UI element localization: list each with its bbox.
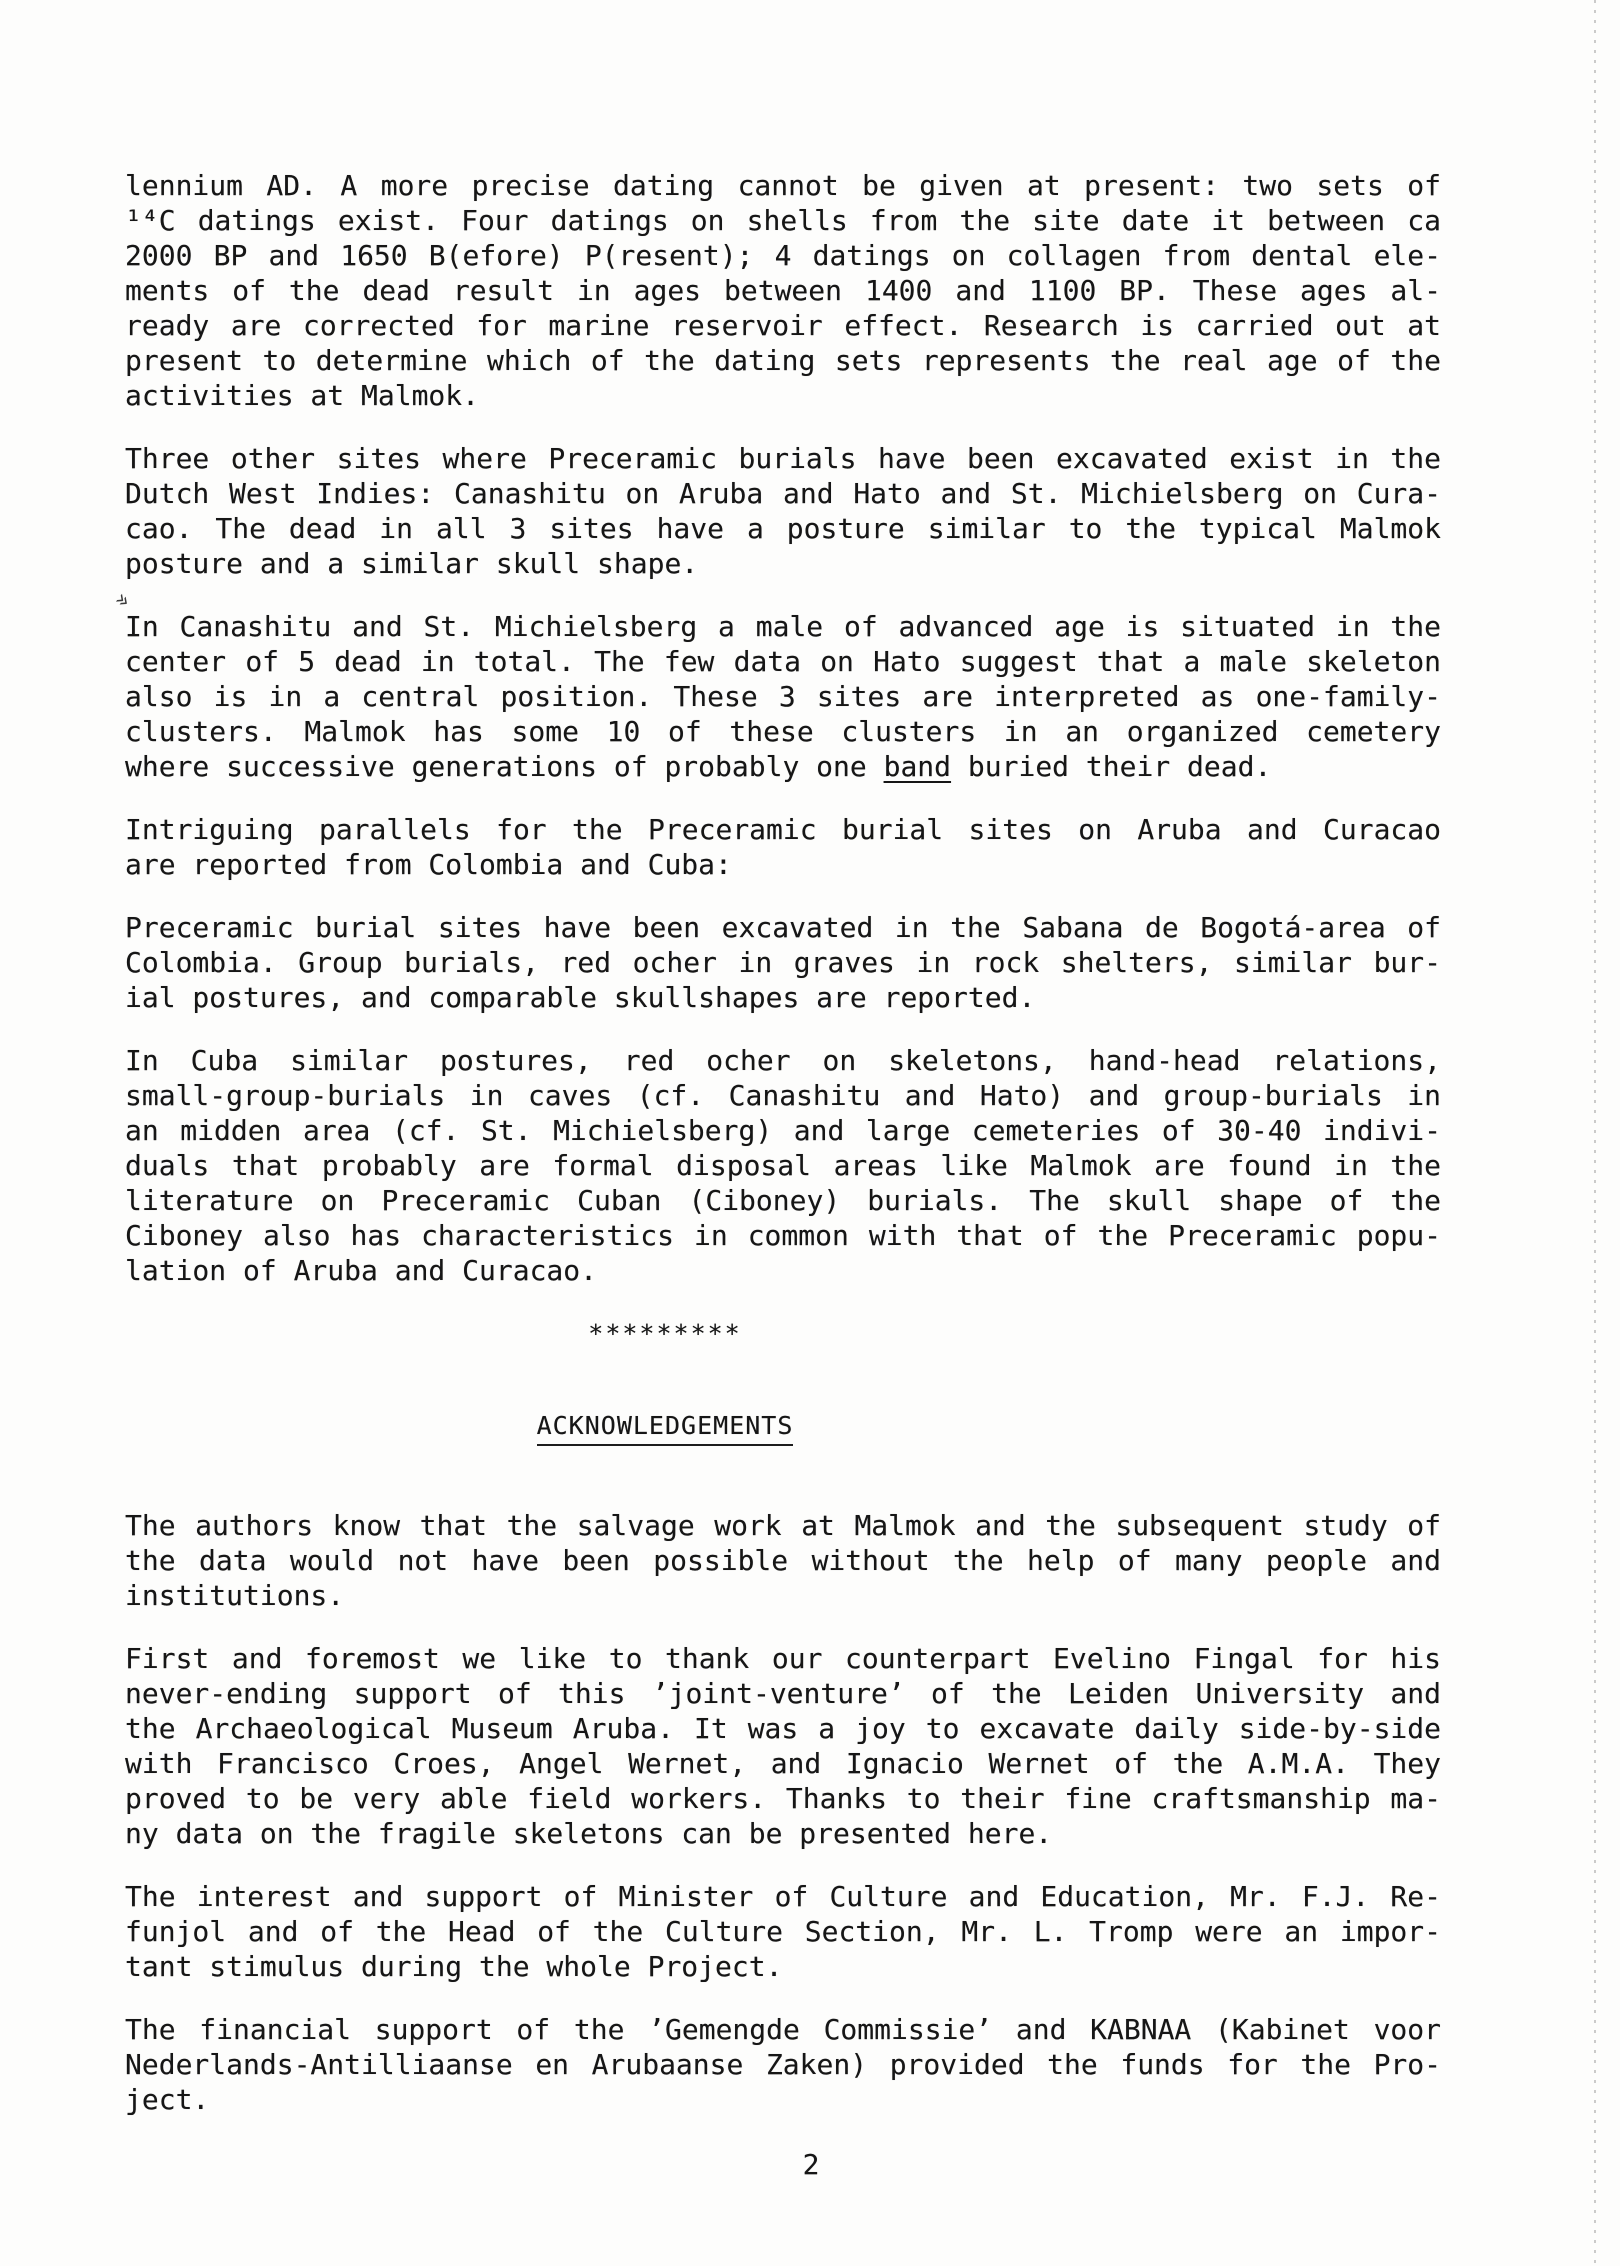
text-line: Colombia. Group burials, red ocher in graves in rock shelters, similar bur- <box>125 946 1441 979</box>
text-line: Dutch West Indies: Canashitu on Aruba and Hato and St. Michielsberg on Cura- <box>125 477 1441 510</box>
text-line: duals that probably are formal disposal areas like Malmok are found in the <box>125 1149 1441 1182</box>
text-line: present to determine which of the dating sets represents the real age of the <box>125 344 1441 377</box>
paragraph <box>125 812 1441 882</box>
text-segment: where successive generations of probably one <box>125 750 884 783</box>
text-line: Nederlands-Antilliaanse en Arubaanse Zaken) provided the funds for the Pro- <box>125 2048 1441 2081</box>
text-line <box>125 749 1441 784</box>
underlined-word: band <box>883 750 952 783</box>
paragraph <box>125 1043 1441 1288</box>
text-line: ready are corrected for marine reservoir effect. Research is carried out at <box>125 309 1441 342</box>
text-line: Ciboney also has characteristics in common with that of the Preceramic popu- <box>125 1219 1441 1252</box>
acknowledgements-section <box>125 1508 1441 2117</box>
paragraph <box>125 609 1441 784</box>
text-line: ial postures, and comparable skullshapes are reported. <box>125 981 1036 1014</box>
text-line: also is in a central position. These 3 sites are interpreted as one-family- <box>125 680 1441 713</box>
page-number-block <box>153 2147 1469 2182</box>
text-line: lennium AD. A more precise dating cannot be given at present: two sets of <box>125 169 1441 202</box>
text-line: center of 5 dead in total. The few data on Hato suggest that a male skeleton <box>125 645 1441 678</box>
text-line: small-group-burials in caves (cf. Canashitu and Hato) and group-burials in <box>125 1079 1441 1112</box>
text-line: lation of Aruba and Curacao. <box>125 1254 598 1287</box>
paragraph <box>125 1879 1441 1984</box>
text-line: The financial support of the ’Gemengde Commissie’ and KABNAA (Kabinet voor <box>125 2013 1441 2046</box>
paragraph <box>125 441 1441 581</box>
text-line: are reported from Colombia and Cuba: <box>125 848 732 881</box>
text-line: tant stimulus during the whole Project. <box>125 1950 783 1983</box>
text-line: Preceramic burial sites have been excavated in the Sabana de Bogotá-area of <box>125 911 1441 944</box>
text-line: ments of the dead result in ages between 1400 and 1100 BP. These ages al- <box>125 274 1441 307</box>
text-line: an midden area (cf. St. Michielsberg) and large cemeteries of 30-40 indivi- <box>125 1114 1441 1147</box>
paragraph <box>125 910 1441 1015</box>
text-line: with Francisco Croes, Angel Wernet, and Ignacio Wernet of the A.M.A. They <box>125 1747 1441 1780</box>
paragraph <box>125 1641 1441 1851</box>
text-line: cao. The dead in all 3 sites have a posture similar to the typical Malmok <box>125 512 1441 545</box>
text-line: The authors know that the salvage work at Malmok and the subsequent study of <box>125 1509 1441 1542</box>
text-line: First and foremost we like to thank our counterpart Evelino Fingal for his <box>125 1642 1441 1675</box>
text-line: activities at Malmok. <box>125 379 480 412</box>
text-segment: buried their dead. <box>951 750 1272 783</box>
text-line: proved to be very able field workers. Thanks to their fine craftsmanship ma- <box>125 1782 1441 1815</box>
text-line: ¹⁴C datings exist. Four datings on shells from the site date it between ca <box>125 204 1441 237</box>
text-line: In Cuba similar postures, red ocher on skeletons, hand-head relations, <box>125 1044 1441 1077</box>
text-line: ny data on the fragile skeletons can be presented here. <box>125 1817 1053 1850</box>
text-line: the Archaeological Museum Aruba. It was a joy to excavate daily side-by-side <box>125 1712 1441 1745</box>
text-line: funjol and of the Head of the Culture Section, Mr. L. Tromp were an impor- <box>125 1915 1441 1948</box>
acknowledgements-heading: ACKNOWLEDGEMENTS <box>537 1411 794 1446</box>
text-line: 2000 BP and 1650 B(efore) P(resent); 4 datings on collagen from dental ele- <box>125 239 1441 272</box>
page-number: 2 <box>802 2148 820 2181</box>
text-line: never-ending support of this ’joint-venture’ of the Leiden University and <box>125 1677 1441 1710</box>
text-line: posture and a similar skull shape. <box>125 547 699 580</box>
perforation-dots <box>1594 0 1596 2266</box>
text-line: The interest and support of Minister of Culture and Education, Mr. F.J. Re- <box>125 1880 1441 1913</box>
text-line: Intriguing parallels for the Preceramic burial sites on Aruba and Curacao <box>125 813 1441 846</box>
paragraph <box>125 1508 1441 1613</box>
paragraph <box>125 168 1441 413</box>
paragraph <box>125 2012 1441 2117</box>
text-line: ject. <box>125 2083 210 2116</box>
asterisk-separator: ********* <box>588 1319 742 1348</box>
main-text-section <box>125 168 1441 1288</box>
text-line: In Canashitu and St. Michielsberg a male of advanced age is situated in the <box>125 610 1441 643</box>
text-line: the data would not have been possible without the help of many people and <box>125 1544 1441 1577</box>
text-line: Three other sites where Preceramic burials have been excavated exist in the <box>125 442 1441 475</box>
text-column <box>125 168 1441 2182</box>
heading-block <box>125 1411 1205 1446</box>
text-line: literature on Preceramic Cuban (Ciboney) burials. The skull shape of the <box>125 1184 1441 1217</box>
text-line: clusters. Malmok has some 10 of these clusters in an organized cemetery <box>125 715 1441 748</box>
pen-mark: » <box>109 586 136 615</box>
text-line: institutions. <box>125 1579 345 1612</box>
